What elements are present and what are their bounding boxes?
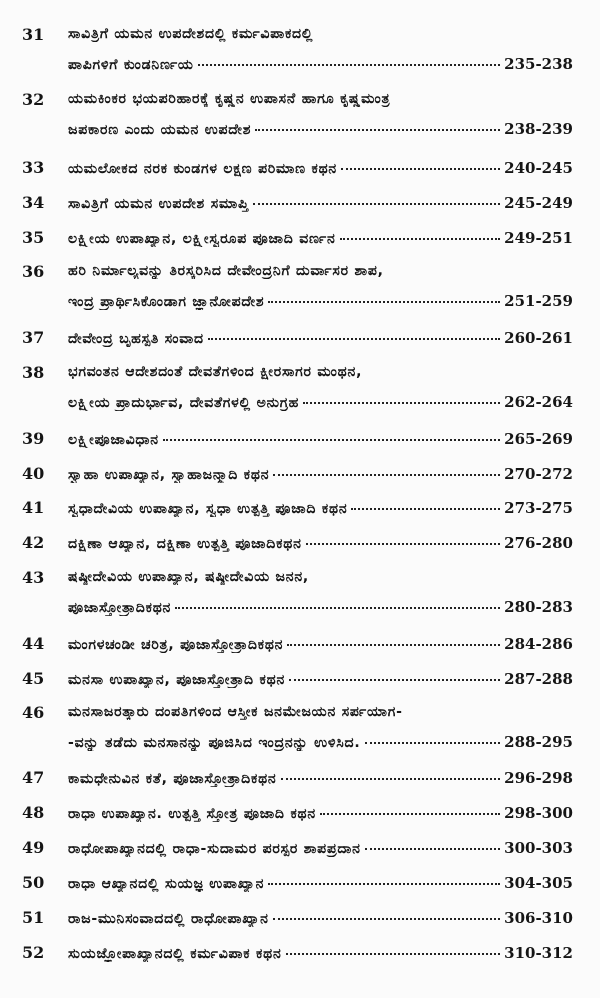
entry-number: 48 — [22, 803, 45, 822]
entry-title-text: ಹರಿ ನಿರ್ಮಾಲ್ಯವನ್ನು ತಿರಸ್ಕರಿಸಿದ ದೇವೇಂದ್ರನಿಗೆ ದುರ್ವಾಸರ ಶಾಪ, — [68, 263, 384, 279]
entry-number: 38 — [22, 363, 45, 382]
page-range: 276-280 — [504, 534, 573, 552]
page-range: 251-259 — [504, 292, 573, 310]
entry-title-line — [68, 569, 573, 585]
dot-leader — [268, 881, 500, 885]
entry-title-line — [68, 229, 573, 247]
entry-title-text: ರಾಜ-ಮುನಿಸಂವಾದದಲ್ಲಿ ರಾಧೋಪಾಖ್ಯಾನ — [68, 911, 269, 927]
entry-title-text: ದಕ್ಷಿಣಾ ಆಖ್ಯಾನ, ದಕ್ಷಿಣಾ ಉತ್ಪತ್ತಿ ಪೂಜಾದಿಕಥನ — [68, 536, 302, 552]
entry-title-line — [68, 635, 573, 653]
page-range: 300-303 — [504, 839, 573, 857]
entry-number: 44 — [22, 634, 45, 653]
dot-leader — [175, 605, 500, 609]
dot-leader — [255, 127, 500, 131]
entry-title-text: ಪೂಜಾಸ್ತೋತ್ರಾದಿಕಥನ — [68, 600, 172, 616]
entry-title-line — [68, 874, 573, 892]
entry-title-line — [68, 393, 573, 411]
entry-title-line — [68, 55, 573, 73]
entry-title-text: ಲಕ್ಷ್ಮೀಪೂಜಾವಿಧಾನ — [68, 432, 159, 448]
page-range: 273-275 — [504, 499, 573, 517]
entry-title-line — [68, 91, 573, 107]
page-range: 260-261 — [504, 329, 573, 347]
page-range: 240-245 — [504, 159, 573, 177]
entry-number: 41 — [22, 498, 45, 517]
dot-leader — [341, 166, 500, 170]
page-range: 287-288 — [504, 670, 573, 688]
entry-number: 40 — [22, 464, 45, 483]
entry-number: 35 — [22, 228, 45, 247]
dot-leader — [268, 299, 500, 303]
entry-title-text: ಮಂಗಳಚಂಡೀ ಚರಿತ್ರ, ಪೂಜಾಸ್ತೋತ್ರಾದಿಕಥನ — [68, 637, 284, 653]
entry-title-line — [68, 704, 573, 720]
entry-title-text: -ವನ್ನು ತಡೆದು ಮನಸಾನನ್ನು ಪೂಜಿಸಿದ ಇಂದ್ರನನ್ನು ಉಳಿಸಿದ. — [68, 735, 361, 751]
entry-title-text: ಸಾವಿತ್ರಿಗೆ ಯಮನ ಉಪದೇಶದಲ್ಲಿ ಕರ್ಮವಿಪಾಕದಲ್ಲಿ — [68, 26, 314, 42]
page-range: 280-283 — [504, 598, 573, 616]
entry-title-line — [68, 26, 573, 42]
entry-title-line — [68, 159, 573, 177]
entry-number: 31 — [22, 25, 45, 44]
entry-number: 36 — [22, 262, 45, 281]
entry-title-text: ಲಕ್ಷ್ಮೀಯ ಉಪಾಖ್ಯಾನ, ಲಕ್ಷ್ಮೀಸ್ವರೂಪ ಪೂಜಾದಿ ವರ್ಣನ — [68, 231, 336, 247]
dot-leader — [286, 951, 501, 955]
entry-title-line — [68, 364, 573, 380]
entry-number: 46 — [22, 703, 45, 722]
entry-number: 47 — [22, 768, 45, 787]
dot-leader — [253, 201, 500, 205]
page-range: 288-295 — [504, 733, 573, 751]
entry-title-line — [68, 598, 573, 616]
entry-title-line — [68, 499, 573, 517]
entry-number: 52 — [22, 943, 45, 962]
page-range: 310-312 — [504, 944, 573, 962]
page-range: 284-286 — [504, 635, 573, 653]
entry-title-text: ಷಷ್ಠೀದೇವಿಯ ಉಪಾಖ್ಯಾನ, ಷಷ್ಠೀದೇವಿಯ ಜನನ, — [68, 569, 310, 585]
dot-leader — [306, 541, 500, 545]
dot-leader — [365, 740, 501, 744]
entry-title-line — [68, 733, 573, 751]
dot-leader — [289, 677, 500, 681]
entry-number: 49 — [22, 838, 45, 857]
entry-number: 51 — [22, 908, 45, 927]
entry-title-text: ಮನಸಾ ಉಪಾಖ್ಯಾನ, ಪೂಜಾಸ್ತೋತ್ರಾದಿ ಕಥನ — [68, 672, 286, 688]
entry-title-line — [68, 909, 573, 927]
page-range: 306-310 — [504, 909, 573, 927]
dot-leader — [287, 642, 500, 646]
entry-title-text: ಯಮಲೋಕದ ನರಕ ಕುಂಡಗಳ ಲಕ್ಷಣ ಪರಿಮಾಣ ಕಥನ — [68, 161, 338, 177]
entry-title-text: ಸ್ವಧಾದೇವಿಯ ಉಪಾಖ್ಯಾನ, ಸ್ವಧಾ ಉತ್ಪತ್ತಿ ಪೂಜಾದಿ ಕಥನ — [68, 501, 348, 517]
entry-title-text: ಇಂದ್ರ ಪ್ರಾರ್ಥಿಸಿಕೊಂಡಾಗ ಜ್ಞಾನೋಪದೇಶ — [68, 294, 265, 310]
entry-number: 39 — [22, 429, 45, 448]
entry-number: 34 — [22, 193, 45, 212]
page-range: 238-239 — [504, 120, 573, 138]
entry-title-line — [68, 292, 573, 310]
dot-leader — [320, 811, 500, 815]
entry-title-line — [68, 944, 573, 962]
entry-title-text: ಪಾಪಿಗಳಿಗೆ ಕುಂಡನಿರ್ಣಯ — [68, 57, 194, 73]
page-range: 265-269 — [504, 430, 573, 448]
entry-number: 32 — [22, 90, 45, 109]
entry-title-line — [68, 430, 573, 448]
page-range: 298-300 — [504, 804, 573, 822]
entry-title-text: ಭಗವಂತನ ಆದೇಶದಂತೆ ದೇವತೆಗಳಿಂದ ಕ್ಷೀರಸಾಗರ ಮಂಥನ, — [68, 364, 363, 380]
page-range: 296-298 — [504, 769, 573, 787]
page-range: 245-249 — [504, 194, 573, 212]
entry-title-text: ರಾಧಾ ಉಪಾಖ್ಯಾನ. ಉತ್ಪತ್ತಿ ಸ್ತೋತ್ರ ಪೂಜಾದಿ ಕಥನ — [68, 806, 316, 822]
entry-title-text: ಲಕ್ಷ್ಮೀಯ ಪ್ರಾದುರ್ಭಾವ, ದೇವತೆಗಳಲ್ಲಿ ಅನುಗ್ರಹ — [68, 395, 300, 411]
entry-title-text: ಸ್ವಾಹಾ ಉಪಾಖ್ಯಾನ, ಸ್ವಾಹಾಜನ್ಮಾದಿ ಕಥನ — [68, 467, 270, 483]
entry-number: 42 — [22, 533, 45, 552]
page-range: 304-305 — [504, 874, 573, 892]
dot-leader — [365, 846, 500, 850]
entry-title-line — [68, 534, 573, 552]
entry-title-line — [68, 839, 573, 857]
page-range: 270-272 — [504, 465, 573, 483]
entry-title-line — [68, 263, 573, 279]
dot-leader — [198, 62, 500, 66]
entry-title-line — [68, 670, 573, 688]
entry-number: 37 — [22, 328, 45, 347]
entry-title-line — [68, 120, 573, 138]
page-range: 262-264 — [504, 393, 573, 411]
dot-leader — [303, 400, 500, 404]
dot-leader — [281, 776, 501, 780]
entry-title-line — [68, 804, 573, 822]
entry-number: 43 — [22, 568, 45, 587]
entry-title-line — [68, 769, 573, 787]
dot-leader — [273, 472, 500, 476]
entry-title-text: ಜಪಕಾರಣ ಎಂದು ಯಮನ ಉಪದೇಶ — [68, 122, 252, 138]
entry-title-text: ಸುಯಜ್ಞೋಪಾಖ್ಯಾನದಲ್ಲಿ ಕರ್ಮವಿಪಾಕ ಕಥನ — [68, 946, 282, 962]
entry-number: 50 — [22, 873, 45, 892]
dot-leader — [273, 916, 500, 920]
entry-title-text: ಸಾವಿತ್ರಿಗೆ ಯಮನ ಉಪದೇಶ ಸಮಾಪ್ತಿ — [68, 196, 249, 212]
entry-title-line — [68, 329, 573, 347]
entry-number: 45 — [22, 669, 45, 688]
dot-leader — [340, 236, 501, 240]
entry-title-text: ದೇವೇಂದ್ರ ಬೃಹಸ್ಪತಿ ಸಂವಾದ — [68, 331, 204, 347]
entry-title-line — [68, 194, 573, 212]
entry-title-text: ಕಾಮಧೇನುವಿನ ಕತೆ, ಪೂಜಾಸ್ತೋತ್ರಾದಿಕಥನ — [68, 771, 277, 787]
dot-leader — [208, 336, 500, 340]
entry-title-text: ರಾಧಾ ಆಖ್ಯಾನದಲ್ಲಿ ಸುಯಜ್ಞ ಉಪಾಖ್ಯಾನ — [68, 876, 265, 892]
entry-title-text: ಮನಸಾಜರತ್ಕಾರು ದಂಪತಿಗಳಿಂದ ಆಸ್ತೀಕ ಜನಮೇಜಯನ ಸರ್ಪಯಾಗ- — [68, 704, 403, 720]
page-range: 249-251 — [504, 229, 573, 247]
entry-number: 33 — [22, 158, 45, 177]
entry-title-text: ಯಮಕಿಂಕರ ಭಯಪರಿಹಾರಕ್ಕೆ ಕೃಷ್ಣನ ಉಪಾಸನೆ ಹಾಗೂ ಕೃಷ್ಣಮಂತ್ರ — [68, 91, 391, 107]
dot-leader — [163, 437, 500, 441]
dot-leader — [351, 506, 500, 510]
entry-title-text: ರಾಧೋಪಾಖ್ಯಾನದಲ್ಲಿ ರಾಧಾ-ಸುದಾಮರ ಪರಸ್ಪರ ಶಾಪಪ್ರದಾನ — [68, 841, 361, 857]
entry-title-line — [68, 465, 573, 483]
page-range: 235-238 — [504, 55, 573, 73]
